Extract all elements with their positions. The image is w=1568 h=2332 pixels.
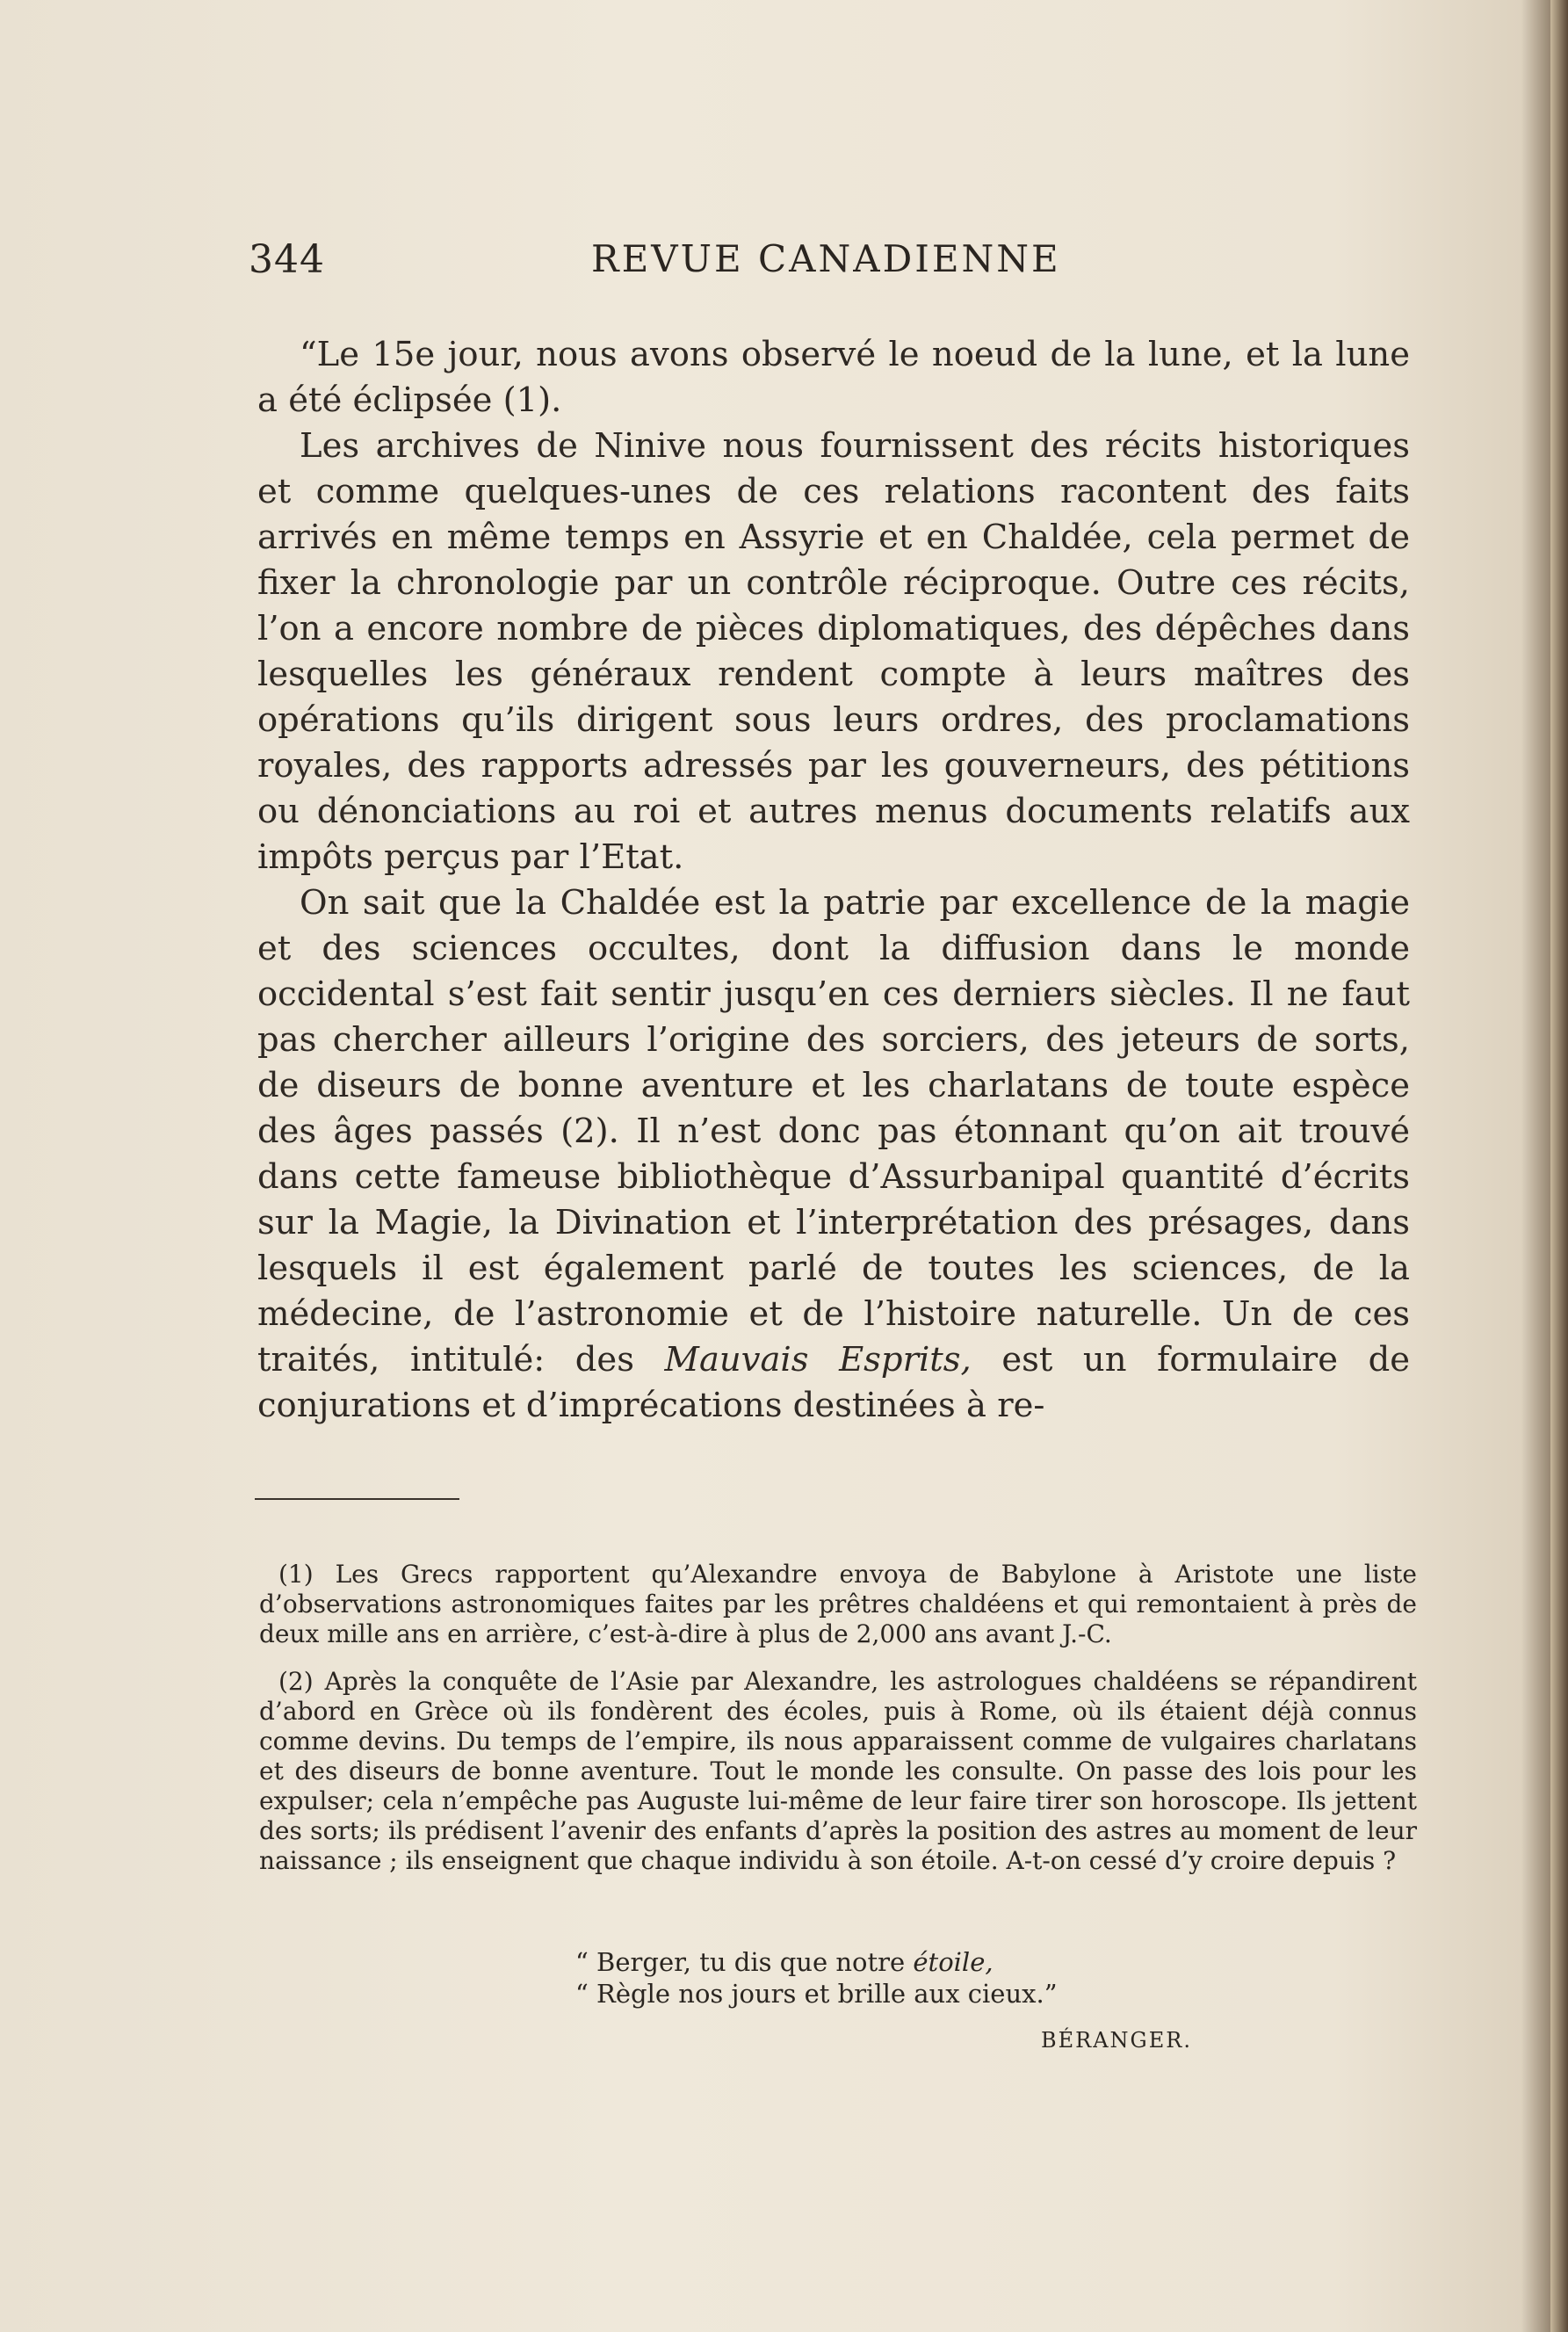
page-header [249, 237, 1417, 290]
verse-line-1-text: “ Berger, tu dis que notre [575, 1947, 914, 1977]
verse-attribution: BÉRANGER. [1041, 2028, 1192, 2053]
book-spine-edge [1550, 0, 1568, 2332]
verse-quote [575, 1946, 1278, 2010]
running-title: REVUE CANADIENNE [591, 237, 1061, 280]
body-text [257, 332, 1410, 1429]
paragraph-3-tail: est un formulaire de conjurations et d’imprécations destinées à re- [257, 1340, 1410, 1425]
paragraph-3-text: On sait que la Chaldée est la patrie par excellence de la magie et des sciences occultes, dont la diffusion dans le monde occidental s’est fait sentir jusqu’en ces derniers siècles. Il ne faut pas chercher ailleurs l’origine des sorciers, des jeteurs de sorts, de diseurs de bonne aventure et les charlatans de toute espèce des âges passés (2). Il n’est donc pas étonnant qu’on ait trouvé dans cette fameuse bibliothèque d’Assurbanipal quantité d’écrits sur la Magie, la Divination et l’interprétation des présages, dans lesquels il est également parlé de toutes les sciences, de la médecine, de l’astronomie et de l’histoire naturelle. Un de ces traités, intitulé: des [257, 883, 1410, 1380]
paragraph-2: Les archives de Ninive nous fournissent des récits historiques et comme quelques-unes de ces relations racontent des faits arrivés en même temps en Assyrie et en Chaldée, cela permet de fixer la chronologie par un contrôle réciproque. Outre ces récits, l’on a encore nombre de pièces diplomatiques, des dépêches dans lesquelles les généraux rendent compte à leurs maîtres des opérations qu’ils dirigent sous leurs ordres, des proclamations royales, des rapports adressés par les gouverneurs, des pétitions ou dénonciations au roi et autres menus documents relatifs aux impôts perçus par l’Etat. [257, 426, 1410, 877]
footnote-rule [255, 1498, 459, 1500]
footnote-2: (2) Après la conquête de l’Asie par Alexandre, les astrologues chaldéens se répandirent d’abord en Grèce où ils fondèrent des écoles, puis à Rome, où ils étaient déjà connus comme devins. Du temps de l’empire, ils nous apparaissent comme de vulgaires charlatans et des diseurs de bonne aventure. Tout le monde les consulte. On passe des lois pour les expulser; cela n’empêche pas Auguste lui-même de leur faire tirer son horoscope. Ils jettent des sorts; ils prédisent l’avenir des enfants d’après la position des astres au moment de leur naissance ; ils enseignent que chaque individu à son étoile. A-t-on cessé d’y croire depuis ? [259, 1667, 1417, 1875]
footnotes [259, 1560, 1417, 1876]
verse-line-1 [575, 1946, 1278, 1978]
page-number: 344 [249, 237, 325, 282]
verse-line-1-italic: étoile, [913, 1947, 994, 1977]
verse-line-2: “ Règle nos jours et brille aux cieux.” [575, 1979, 1058, 2009]
paragraph-3 [257, 880, 1410, 1429]
footnote-1: (1) Les Grecs rapportent qu’Alexandre envoya de Babylone à Aristote une liste d’observations astronomiques faites par les prêtres chaldéens et qui remontaient à près de deux mille ans en arrière, c’est-à-dire à plus de 2,000 ans avant J.-C. [259, 1560, 1417, 1648]
italic-title: Mauvais Esprits, [664, 1340, 972, 1380]
paragraph-1: “Le 15e jour, nous avons observé le noeud de la lune, et la lune a été éclipsée (1). [257, 335, 1410, 420]
